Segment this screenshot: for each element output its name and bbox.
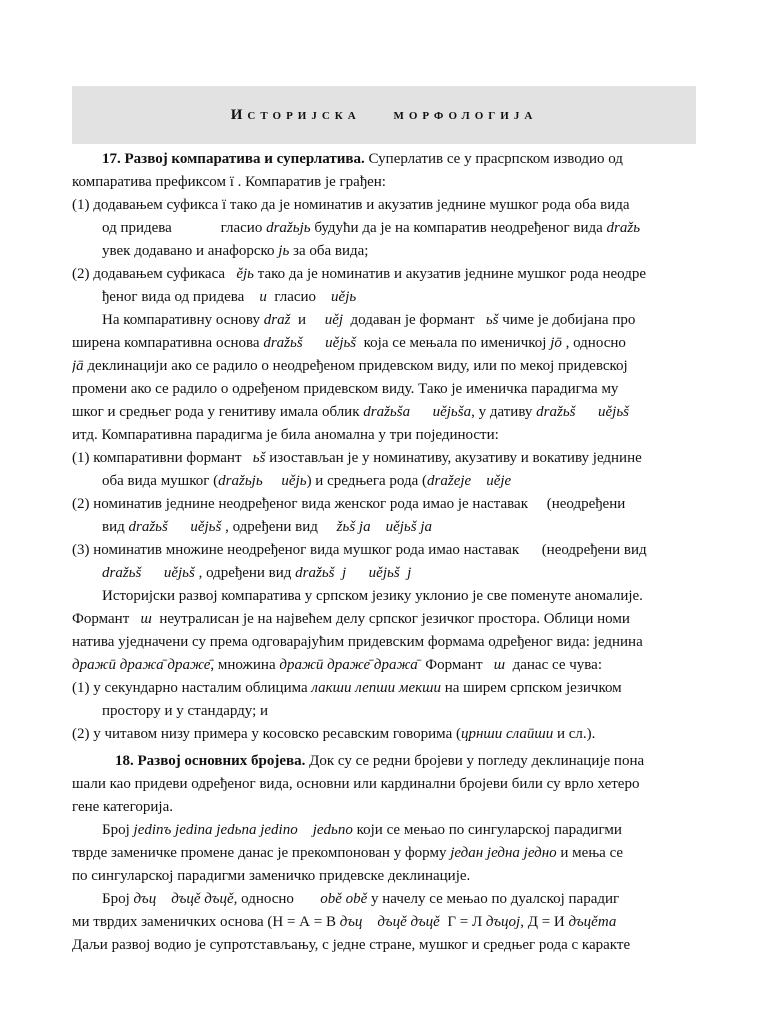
section-17-line-24: (1) у секундарно насталим облицима лакши лепши мекши на ширем српском језичком [72, 680, 622, 696]
section-18-heading: 18. Развој основних бројева. [115, 753, 306, 769]
section-17-line-16: (2) номинатив једнине неодређеног вида женског рода имао је наставак (неодређени [72, 496, 626, 512]
section-17-line-3: (1) додавањем суфикса ї тако да је номинатив и акузатив једнине мушког рода оба вида [72, 197, 630, 213]
section-18-line-4: Број jedinъ jedina jedьna jedino jedьno који се мењао по сингуларској парадигми [102, 822, 622, 838]
section-18-line-9: Даљи развој водио је супротстављању, с једне стране, мушког и средњег рода с каракте [72, 937, 631, 953]
section-17-line-19: dražьš uějьš , одређени вид dražьš j uějьš j [102, 565, 412, 581]
section-18-line-1: 18. Развој основних бројева. Док су се редни бројеви у погледу деклинације пона [115, 753, 645, 769]
section-18-line-8: ми тврдих заменичких основа (Н = А = В дъц дъцě дъцě Г = Л дъцoj, Д = И дъцěта [72, 914, 617, 930]
section-18-line-6: по сингуларској парадигми заменичко придевске деклинације. [72, 868, 471, 884]
section-17-line-5: увек додавано и анафорско jь за оба вида; [102, 243, 369, 259]
section-17-line-1: 17. Развој компаратива и суперлатива. Суперлатив се у прасрпском изводио од [102, 151, 623, 167]
section-18-line-5: тврде заменичке промене данас је прекомпонован у форму један једна једно и мења се [72, 845, 624, 861]
section-17-line-6: (2) додавањем суфикаса ějь тако да је номинатив и акузатив једнине мушког рода неодре [72, 266, 646, 282]
section-17-line-13: итд. Компаративна парадигма је била аномална у три појединости: [72, 427, 499, 443]
section-17-line-15: оба вида мушког (dražьjь uějь) и средњега рода (dražeje uěje [102, 473, 512, 489]
section-18-line-7: Број дъц дъцě дъцě, односно obě obě у начелу се мењао по дуалској парадиг [102, 891, 620, 907]
section-17-line-17: вид dražьš uějьš , одређени вид žьš ja uějьš ja [102, 519, 432, 535]
section-17-line-20: Историјски развој компаратива у српском језику уклонио је све поменуте аномалије. [102, 588, 643, 604]
section-17-line-18: (3) номинатив множине неодређеног вида мушког рода имао наставак (неодређени вид [72, 542, 647, 558]
section-18-line-2: шали као придеви одређеног вида, основни или кардинални бројеви били су врло хетеро [72, 776, 640, 792]
section-17-line-4: од придева гласио dražьjь будући да је на компаратив неодређеног вида dražь [102, 220, 641, 236]
section-17-line-7: ђеног вида од придева u гласио uějь [102, 289, 357, 305]
section-17-line-25: простору и у стандарду; и [102, 703, 269, 719]
section-17-line-22: натива уједначени су према одговарајућим придевским формама одређеног вида: једнина [72, 634, 643, 650]
chapter-title: Историјска морфологија [230, 106, 538, 123]
chapter-header [72, 86, 696, 144]
section-17-line-10: jā деклинацији ако се радило о неодређеном придевском виду, или по мекој придевској [72, 358, 628, 374]
section-17-heading: 17. Развој компаратива и суперлатива. [102, 151, 365, 167]
section-17-line-9: ширена компаративна основа dražьš uějьš која се мењала по именичкој jō , односно [72, 335, 626, 351]
section-18-line-3: гене категорија. [72, 799, 173, 815]
section-17-line-14: (1) компаративни формант ьš изостављан је у номинативу, акузативу и вокативу једнине [72, 450, 642, 466]
section-17-line-2: компаратива префиксом ї . Компаратив је грађен: [72, 174, 386, 190]
section-17-line-23: дражӣ дража̄ драже̄, множина дражӣ драже̄ дража̄ Формант ш данас се чува: [72, 657, 602, 673]
section-17-line-26: (2) у читавом низу примера у косовско ресавским говорима (црнши слаӣши и сл.). [72, 726, 596, 742]
section-17-line-8: На компаративну основу draž и uěj додаван је формант ьš чиме је добијана про [102, 312, 636, 328]
section-17-line-21: Формант ш неутралисан је на највећем делу српског језичког простора. Облици номи [72, 611, 630, 627]
section-17-line-11: промени ако се радило о одређеном придевском виду. Тако је именичка парадигма му [72, 381, 619, 397]
section-17-line-12: шког и средњег рода у генитиву имала облик dražьša uějьša, у дативу dražьš uějьš [72, 404, 629, 420]
